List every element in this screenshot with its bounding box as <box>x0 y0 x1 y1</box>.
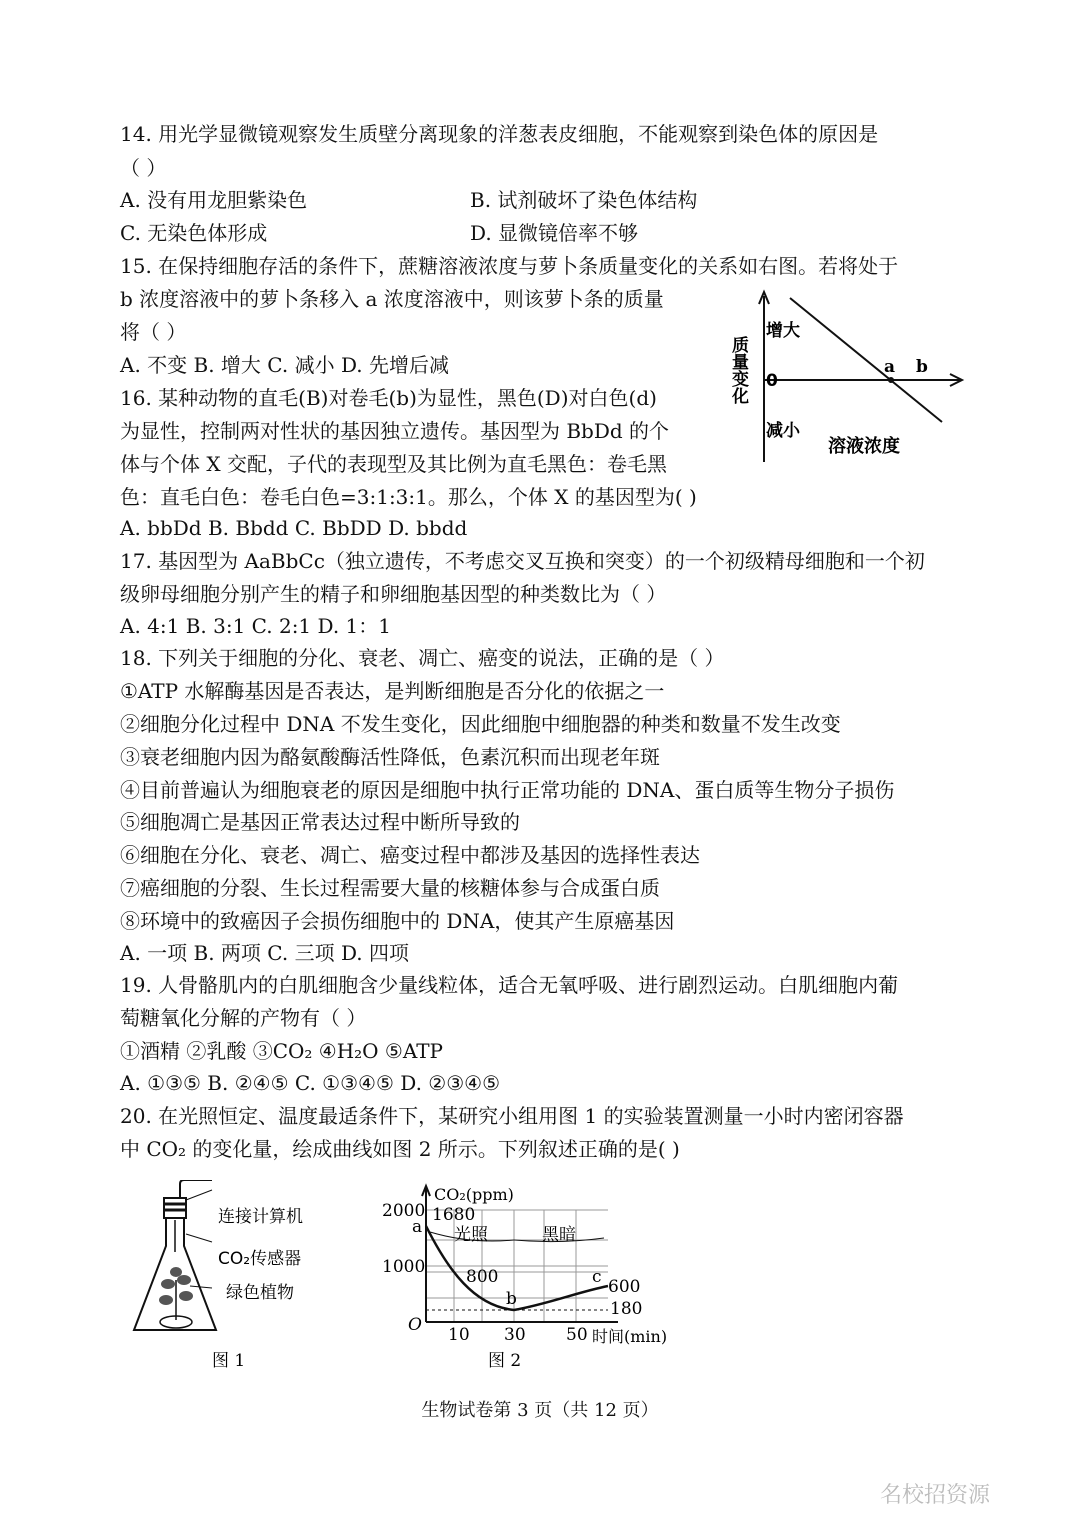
fig2-ylabel: CO₂(ppm) <box>434 1185 514 1204</box>
label-sensor: CO₂传感器 <box>218 1249 302 1269</box>
q15-point-a <box>888 377 894 383</box>
fig2-val-600: 600 <box>608 1277 641 1297</box>
q20-figure1 <box>120 1180 360 1375</box>
q18-item: ②细胞分化过程中 DNA 不发生变化，因此细胞中细胞器的种类和数量不发生改变 <box>120 712 841 736</box>
fig1-caption: 图 1 <box>212 1351 246 1371</box>
q15-line2: b 浓度溶液中的萝卜条移入 a 浓度溶液中，则该萝卜条的质量 <box>120 287 664 311</box>
q18-item: ⑧环境中的致癌因子会损伤细胞中的 DNA，使其产生原癌基因 <box>120 909 675 933</box>
q20-line2: 中 CO₂ 的变化量，绘成曲线如图 2 所示。下列叙述正确的是( ) <box>120 1137 680 1161</box>
q16-line2: 为显性，控制两对性状的基因独立遗传。基因型为 BbDd 的个 <box>120 419 670 443</box>
q20-figure2 <box>378 1180 678 1375</box>
fig2-point-b: b <box>506 1289 517 1309</box>
fig2-light-label: 光照 <box>454 1225 488 1245</box>
q15-label-increase: 增大 <box>766 321 800 341</box>
fig2-xtick-50: 50 <box>566 1325 588 1345</box>
q18-options: A. 一项 B. 两项 C. 三项 D. 四项 <box>120 941 409 965</box>
fig2-ytick-2000: 2000 <box>382 1201 426 1221</box>
fig2-val-180: 180 <box>610 1299 643 1319</box>
q19-line1: 19. 人骨骼肌内的白肌细胞含少量线粒体，适合无氧呼吸、进行剧烈运动。白肌细胞内葡 <box>120 973 899 997</box>
q18-item: ③衰老细胞内因为酪氨酸酶活性降低，色素沉积而出现老年斑 <box>120 745 660 769</box>
q19-options: A. ①③⑤ B. ②④⑤ C. ①③④⑤ D. ②③④⑤ <box>120 1071 500 1095</box>
q15-label-decrease: 减小 <box>766 421 800 441</box>
q16-line1: 16. 某种动物的直毛(B)对卷毛(b)为显性，黑色(D)对白色(d) <box>120 386 657 410</box>
q14-blank: （ ） <box>120 156 167 180</box>
q14-option-b: B. 试剂破坏了染色体结构 <box>470 188 698 212</box>
q18-item: ⑦癌细胞的分裂、生长过程需要大量的核糖体参与合成蛋白质 <box>120 876 660 900</box>
q17-line1: 17. 基因型为 AaBbCc（独立遗传，不考虑交叉互换和突变）的一个初级精母细胞和一个初 <box>120 549 925 573</box>
q15-line3: 将（ ） <box>120 320 187 344</box>
q16-line3: 体与个体 X 交配，子代的表现型及其比例为直毛黑色：卷毛黑 <box>120 452 667 476</box>
fig2-xtick-10: 10 <box>448 1325 470 1345</box>
fig2-dark-label: 黑暗 <box>542 1225 576 1245</box>
q15-label-b: b <box>916 357 928 377</box>
fig2-ytick-1000: 1000 <box>382 1257 426 1277</box>
q15-figure <box>728 286 968 468</box>
q17-options: A. 4:1 B. 3:1 C. 2:1 D. 1：1 <box>120 614 391 638</box>
q18-item: ①ATP 水解酶基因是否表达，是判断细胞是否分化的依据之一 <box>120 679 665 703</box>
q16-line4: 色：直毛白色：卷毛白色=3:1:3:1。那么，个体 X 的基因型为( ) <box>120 485 697 509</box>
q16-options: A. bbDd B. Bbdd C. BbDD D. bbdd <box>120 516 468 540</box>
q15-ylabel: 质量变化 <box>728 336 748 404</box>
q18-item: ⑥细胞在分化、衰老、凋亡、癌变过程中都涉及基因的选择性表达 <box>120 843 700 867</box>
q15-xlabel: 溶液浓度 <box>828 436 900 457</box>
fig2-origin: O <box>408 1315 422 1335</box>
page-footer: 生物试卷第 3 页（共 12 页） <box>421 1400 659 1421</box>
q15-line1: 15. 在保持细胞存活的条件下，蔗糖溶液浓度与萝卜条质量变化的关系如右图。若将处于 <box>120 254 899 278</box>
fig2-xtick-30: 30 <box>504 1325 526 1345</box>
q19-line2: 萄糖氧化分解的产物有（ ） <box>120 1006 367 1030</box>
q18-stem: 18. 下列关于细胞的分化、衰老、凋亡、癌变的说法，正确的是（ ） <box>120 646 725 670</box>
q15-label-a: a <box>884 357 896 377</box>
fig2-val-1680: 1680 <box>432 1205 476 1225</box>
fig2-val-800: 800 <box>466 1267 499 1287</box>
label-computer: 连接计算机 <box>218 1207 303 1227</box>
watermark: 名校招资源 <box>880 1483 991 1508</box>
q15-options: A. 不变 B. 增大 C. 减小 D. 先增后减 <box>120 353 449 377</box>
fig2-xlabel: 时间(min) <box>592 1327 668 1346</box>
q15-label-zero: 0 <box>766 371 778 391</box>
q17-line2: 级卵母细胞分别产生的精子和卵细胞基因型的种类数比为（ ） <box>120 582 667 606</box>
q20-line1: 20. 在光照恒定、温度最适条件下，某研究小组用图 1 的实验装置测量一小时内密闭容器 <box>120 1104 904 1128</box>
q14-option-a: A. 没有用龙胆紫染色 <box>120 188 308 212</box>
q14-option-c: C. 无染色体形成 <box>120 221 268 245</box>
q18-item: ⑤细胞凋亡是基因正常表达过程中断所导致的 <box>120 810 520 834</box>
fig2-caption: 图 2 <box>488 1351 522 1371</box>
sensor-cable <box>180 1180 212 1190</box>
q14-option-d: D. 显微镜倍率不够 <box>470 221 639 245</box>
stopper <box>164 1198 186 1218</box>
q18-item: ④目前普遍认为细胞衰老的原因是细胞中执行正常功能的 DNA、蛋白质等生物分子损伤 <box>120 778 895 802</box>
q14-stem: 14. 用光学显微镜观察发生质壁分离现象的洋葱表皮细胞，不能观察到染色体的原因是 <box>120 122 879 146</box>
label-plant: 绿色植物 <box>226 1283 294 1303</box>
fig2-point-c: c <box>592 1267 602 1287</box>
fig2-point-a: a <box>412 1217 423 1237</box>
q19-items: ①酒精 ②乳酸 ③CO₂ ④H₂O ⑤ATP <box>120 1039 444 1063</box>
